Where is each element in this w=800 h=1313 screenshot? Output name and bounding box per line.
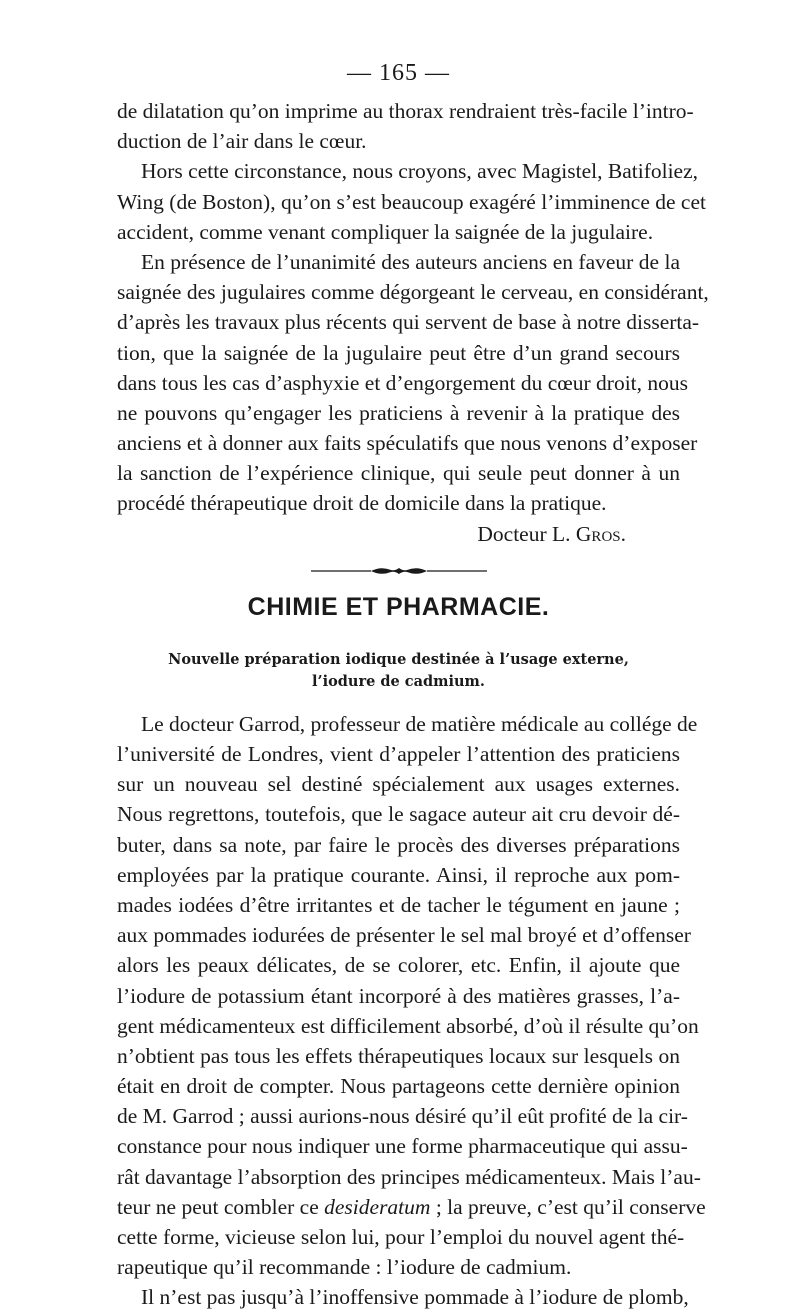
text-line: était en droit de compter. Nous partageons cette dernière opinion: [117, 1074, 680, 1099]
text-line: Nous regrettons, toutefois, que le sagace auteur ait cru devoir dé-: [117, 802, 680, 827]
text-line: rapeutique qu’il recommande : l’iodure de cadmium.: [117, 1255, 572, 1280]
text-line: aux pommades iodurées de présenter le sel mal broyé et d’offenser: [117, 923, 691, 948]
text-line: procédé thérapeutique droit de domicile dans la pratique.: [117, 491, 607, 516]
paragraph-2: [117, 156, 706, 247]
author-signature: [117, 519, 680, 549]
text-line: accident, comme venant compliquer la saignée de la jugulaire.: [117, 219, 654, 244]
signature-name: Gros.: [575, 521, 626, 546]
text-line: Wing (de Boston), qu’on s’est beaucoup exagéré l’imminence de cet: [117, 189, 706, 214]
text-line: la sanction de l’expérience clinique, qui seule peut donner à un: [117, 461, 680, 486]
text-line: En présence de l’unanimité des auteurs anciens en faveur de la: [141, 249, 680, 274]
text-line: cette forme, vicieuse selon lui, pour l’emploi du nouvel agent thé-: [117, 1225, 685, 1250]
text-line: tion, que la saignée de la jugulaire peut être d’un grand secours: [117, 340, 680, 365]
text-line: sur un nouveau sel destiné spécialement aux usages externes.: [117, 772, 680, 797]
text-line: duction de l’air dans le cœur.: [117, 129, 367, 154]
text-line: Hors cette circonstance, nous croyons, avec Magistel, Batifoliez,: [141, 159, 699, 184]
text-line: rât davantage l’absorption des principes médicamenteux. Mais l’au-: [117, 1164, 701, 1189]
text-line: gent médicamenteux est difficilement absorbé, d’où il résulte qu’on: [117, 1013, 699, 1038]
subtitle-line: Nouvelle préparation iodique destinée à l’usage externe,: [168, 650, 629, 668]
paragraph-intro: [117, 96, 694, 156]
text-line: saignée des jugulaires comme dégorgeant le cerveau, en considérant,: [117, 280, 709, 305]
text-line: mades iodées d’être irritantes et de tacher le tégument en jaune ;: [117, 892, 680, 917]
section-divider-ornament: [117, 565, 680, 577]
text-line: anciens et à donner aux faits spéculatifs que nous venons d’exposer: [117, 431, 698, 456]
paragraph-5: [117, 1282, 689, 1312]
text-line: buter, dans sa note, par faire le procès des diverses préparations: [117, 832, 680, 857]
italic-term: desideratum: [324, 1194, 431, 1219]
article-subtitle: [117, 649, 680, 693]
subtitle-line: l’iodure de cadmium.: [312, 672, 485, 690]
paragraph-3: [117, 247, 709, 519]
text-line: dans tous les cas d’asphyxie et d’engorgement du cœur droit, nous: [117, 370, 689, 395]
text-line: teur ne peut combler ce desideratum ; la preuve, c’est qu’il conserve: [117, 1194, 706, 1219]
text-line: alors les peaux délicates, de se colorer, etc. Enfin, il ajoute que: [117, 953, 680, 978]
text-line: employées par la pratique courante. Ainsi, il reproche aux pom-: [117, 862, 680, 887]
text-line: d’après les travaux plus récents qui servent de base à notre disserta-: [117, 310, 700, 335]
section-title: CHIMIE ET PHARMACIE.: [247, 592, 550, 621]
text-line: ne pouvons qu’engager les praticiens à revenir à la pratique des: [117, 400, 680, 425]
book-page: [117, 58, 709, 1313]
text-line: Le docteur Garrod, professeur de matière médicale au collége de: [141, 711, 698, 736]
divider-flourish-icon: [309, 565, 489, 577]
text-line: n’obtient pas tous les effets thérapeutiques locaux sur lesquels on: [117, 1043, 680, 1068]
page-number: — 165 —: [347, 60, 450, 86]
text-line: constance pour nous indiquer une forme pharmaceutique qui assu-: [117, 1134, 688, 1159]
text-line: l’iodure de potassium étant incorporé à des matières grasses, l’a-: [117, 983, 680, 1008]
signature-prefix: Docteur L.: [477, 521, 576, 546]
text-line: l’université de Londres, vient d’appeler l’attention des praticiens: [117, 742, 680, 767]
text-line: Il n’est pas jusqu’à l’inoffensive pommade à l’iodure de plomb,: [141, 1285, 689, 1310]
paragraph-4: [117, 709, 706, 1283]
text-line: de dilatation qu’on imprime au thorax rendraient très-facile l’intro-: [117, 99, 694, 123]
text-line: de M. Garrod ; aussi aurions-nous désiré qu’il eût profité de la cir-: [117, 1104, 688, 1129]
